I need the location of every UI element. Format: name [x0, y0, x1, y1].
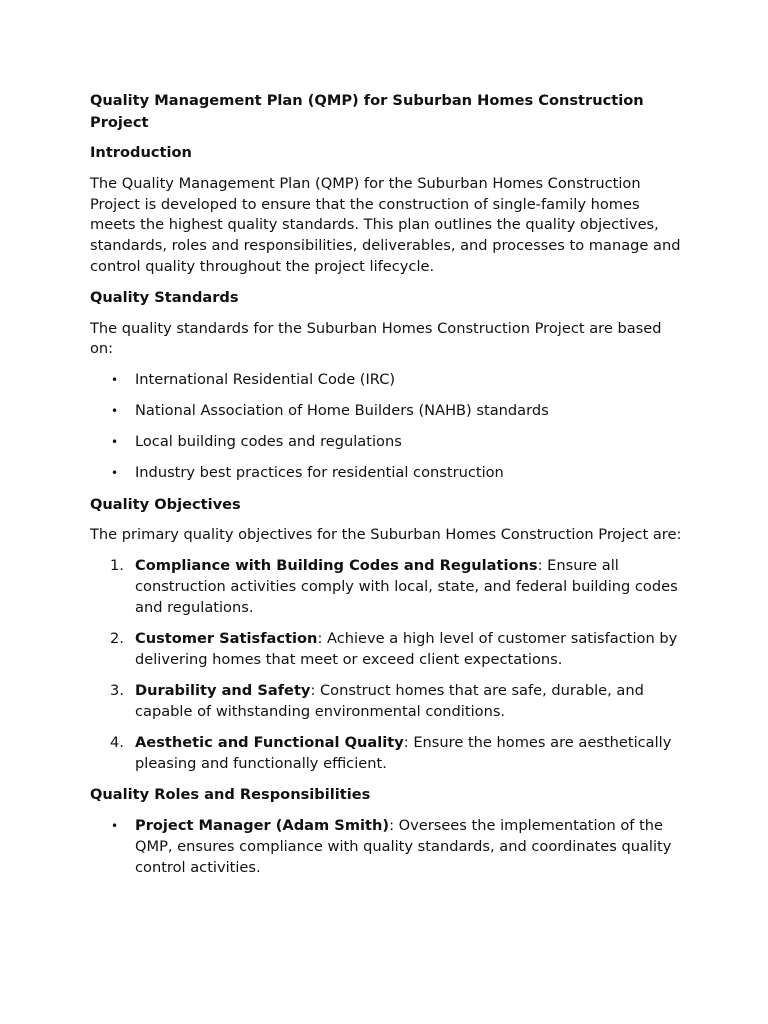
- list-item-term: Compliance with Building Codes and Regulations: [135, 557, 538, 575]
- list-item-text: Industry best practices for residential construction: [135, 464, 504, 482]
- heading-introduction: Introduction: [90, 144, 192, 161]
- list-item-term: Aesthetic and Functional Quality: [135, 734, 404, 752]
- list-item: [90, 816, 682, 878]
- list-item-text: International Residential Code (IRC): [135, 371, 396, 389]
- quality-objectives-paragraph: The primary quality objectives for the Suburban Homes Construction Project are:: [90, 526, 682, 544]
- heading-quality-objectives: Quality Objectives: [90, 495, 241, 513]
- list-item-number: 2.: [110, 630, 124, 648]
- bullet-icon: •: [111, 466, 119, 481]
- quality-objectives-list: [90, 556, 682, 775]
- list-item-term: Customer Satisfaction: [135, 630, 318, 648]
- list-item-description: : Oversees the implementation of the QMP, ensures compliance with quality standards, and coordinates quality control activities.: [135, 817, 672, 876]
- quality-roles-list: [90, 816, 682, 878]
- bullet-icon: •: [111, 373, 119, 388]
- list-item: [90, 432, 682, 453]
- list-item: [90, 733, 682, 775]
- list-item: [90, 370, 682, 391]
- list-item-description: : Ensure all construction activities comply with local, state, and federal building codes and regulations.: [135, 557, 678, 616]
- list-item: [90, 681, 682, 723]
- bullet-icon: •: [111, 404, 119, 419]
- list-item-description: : Ensure the homes are aesthetically pleasing and functionally efficient.: [135, 734, 672, 773]
- list-item-number: 3.: [110, 682, 124, 700]
- list-item-text: National Association of Home Builders (NAHB) standards: [135, 402, 549, 420]
- introduction-paragraph: The Quality Management Plan (QMP) for the Suburban Homes Construction Project is developed to ensure that the construction of single-family homes meets the highest quality standards. This plan outlines the quality objectives, standards, roles and responsibilities, deliverables, and processes to manage and control quality throughout the project lifecycle.: [90, 174, 681, 275]
- list-item: [90, 629, 682, 671]
- document-title: Quality Management Plan (QMP) for Suburban Homes Construction Project: [90, 92, 644, 131]
- heading-quality-roles: Quality Roles and Responsibilities: [90, 786, 371, 804]
- list-item-term: Project Manager (Adam Smith): [135, 817, 390, 835]
- heading-quality-standards: Quality Standards: [90, 288, 239, 306]
- list-item: [90, 463, 682, 484]
- list-item: [90, 401, 682, 422]
- quality-standards-paragraph: The quality standards for the Suburban Homes Construction Project are based on:: [90, 319, 662, 358]
- bullet-icon: •: [111, 435, 119, 450]
- list-item-text: Local building codes and regulations: [135, 433, 402, 451]
- list-item: [90, 556, 682, 618]
- list-item-number: 4.: [110, 734, 124, 752]
- quality-standards-list: [90, 370, 682, 484]
- bullet-icon: •: [111, 819, 119, 834]
- document-page: [90, 90, 682, 889]
- list-item-description: : Construct homes that are safe, durable, and capable of withstanding environmental conditions.: [135, 682, 644, 720]
- list-item-number: 1.: [110, 557, 124, 575]
- list-item-term: Durability and Safety: [135, 682, 311, 700]
- list-item-description: : Achieve a high level of customer satisfaction by delivering homes that meet or exceed client expectations.: [135, 630, 678, 668]
